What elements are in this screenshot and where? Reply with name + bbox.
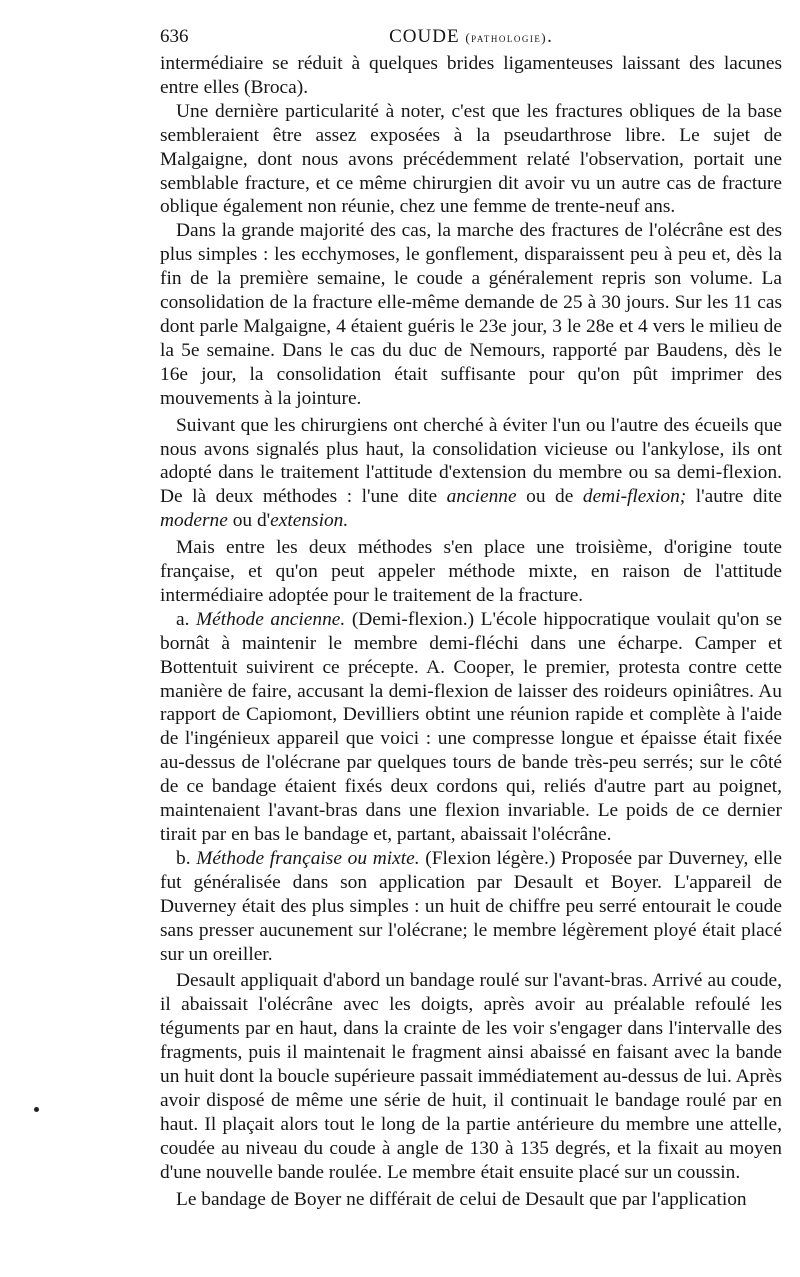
emphasis-extension: extension. — [270, 510, 349, 532]
text-run: (Flexion légère.) Proposée par Duverney, elle fut généralisée dans son application par Desault et Boyer. L'appareil de Duverney était des plus simples : un huit de chiffre peu serré entourait le coude sans presser aucunement sur l'olécrane; le membre légèrement ployé était placé sur un oreiller. — [160, 847, 783, 965]
text-run: ou d' — [227, 510, 271, 532]
paragraph-methode-francaise — [160, 847, 782, 967]
text-run: Suivant que les chirurgiens ont cherché à éviter l'un ou l'autre des écueils que nous avons signalés plus haut, la consolidation vicieuse ou l'ankylose, ils ont adopté dans le traitement l'attitude d'extension du membre ou sa demi-flexion. De là deux méthodes : l'une dite — [160, 414, 782, 508]
section-heading-ancienne: Méthode ancienne. — [196, 608, 346, 630]
running-head — [160, 22, 782, 52]
paragraph-methode-ancienne — [160, 608, 782, 847]
paragraph-methode-mixte: Mais entre les deux méthodes s'en place une troisième, d'origine toute française, et qu'on peut appeler méthode mixte, en raison de l'attitude intermédiaire adoptée pour le traitement de la fracture. — [160, 537, 782, 606]
text-run: (Demi-flexion.) L'école hippocratique voulait qu'on se bornât à maintenir le membre demi-fléchi dans une écharpe. Camper et Bottentuit suivirent ce précepte. A. Cooper, le premier, protesta contre cette manière de faire, accusant la demi-flexion de laisser des roideurs opiniâtres. Au rapport de Capiomont, Devilliers obtint une réunion rapide et complète à l'aide de l'ingénieux appareil que voici : une compresse longue et épaisse était fixée au-dessus de l'olécrane par quelques tours de bande très-peu serrés; sur le côté de ce bandage étaient fixés deux cordons qui, reliés d'autre part au poignet, maintenaient l'avant-bras dans une flexion invariable. Le poids de ce dernier tirait par en bas le bandage et, partant, abaissait l'olécrâne. — [160, 608, 782, 845]
section-letter: a. — [176, 608, 197, 630]
paragraph-consolidation: Dans la grande majorité des cas, la marche des fractures de l'olécrâne est des plus simples : les ecchymoses, le gonflement, disparaissent peu à peu et, dès la fin de la première semaine, le coude a généralement repris son volume. La consolidation de la fracture elle-même demande de 25 à 30 jours. Sur les 11 cas dont parle Malgaigne, 4 étaient guéris le 23e jour, 3 le 28e et 4 vers le milieu de la 5e semaine. Dans le cas du duc de Nemours, rapporté par Baudens, dès le 16e jour, la consolidation était suffisante pour qu'on pût imprimer des mouvements à la jointure. — [160, 220, 782, 409]
paragraph-deux-methodes — [160, 414, 782, 534]
running-title — [160, 26, 782, 48]
section-letter: b. — [176, 847, 197, 869]
paragraph-pseudarthrose: Une dernière particularité à noter, c'est que les fractures obliques de la base sembleraient être assez exposées à la pseudarthrose libre. Le sujet de Malgaigne, dont nous avons précédemment relaté l'observation, portait une semblable fracture, et ce même chirurgien dit avoir vu un autre cas de fracture oblique également non réunie, chez une femme de trente-neuf ans. — [160, 100, 782, 218]
paragraph-continuation: intermédiaire se réduit à quelques brides ligamenteuses laissant des lacunes entre elles (Broca). — [160, 53, 782, 98]
running-title-sub: (pathologie) — [465, 30, 548, 45]
paragraph-desault: Desault appliquait d'abord un bandage roulé sur l'avant-bras. Arrivé au coude, il abaissait l'olécrâne avec les doigts, après avoir au préalable refoulé les téguments par en haut, dans la crainte de les voir s'engager dans l'intervalle des fragments, puis il maintenait le fragment ainsi abaissé en faisant avec la bande un huit dont la boucle supérieure passait immédiatement au-dessus de lui. Après avoir disposé de même une série de huit, il continuait le bandage roulé par en haut. Il plaçait alors tout le long de la partie antérieure du membre une attelle, coudée au niveau du coude à angle de 130 à 135 degrés, et la fixait au moyen d'une nouvelle bande roulée. Le membre était ensuite placé sur un coussin. — [160, 970, 782, 1183]
paragraph-boyer: Le bandage de Boyer ne différait de celui de Desault que par l'application — [176, 1188, 747, 1210]
emphasis-ancienne: ancienne — [446, 486, 517, 508]
body-text — [160, 52, 782, 1212]
book-page — [160, 22, 782, 1212]
running-title-end: . — [547, 26, 553, 47]
running-title-main: COUDE — [389, 26, 460, 47]
emphasis-demi-flexion: demi-flexion; — [582, 486, 687, 508]
section-heading-francaise: Méthode française ou mixte. — [196, 847, 420, 869]
text-run: l'autre dite — [686, 486, 783, 508]
page-number: 636 — [160, 26, 189, 47]
text-run: ou de — [516, 486, 583, 508]
margin-dot — [34, 1107, 39, 1112]
emphasis-moderne: moderne — [160, 510, 228, 532]
